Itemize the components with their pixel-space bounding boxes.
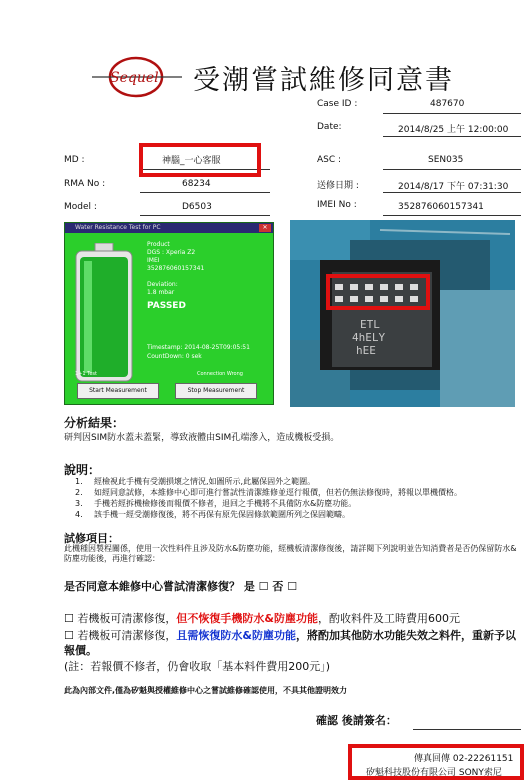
window-title: Water Resistance Test for PC <box>65 223 273 233</box>
stop-measurement-button[interactable]: Stop Measurement <box>175 383 257 399</box>
connection-checkbox[interactable]: Connection Wrong <box>197 371 243 377</box>
deviation-label: Deviation: <box>147 281 178 288</box>
note-item: 3. 手機若經拆機檢修後而報價不修者，退回之手機將不具備防水&防塵功能。 <box>75 499 357 508</box>
footer-company: 矽魁科技股份有限公司 SONY索尼 <box>366 768 502 778</box>
option-2[interactable]: ☐ 若機板可清潔修復，且需恢復防水&防塵功能，將酌加其他防水功能失效之料件，重新予以報價。 <box>64 629 516 657</box>
document-title: 受潮嘗試維修同意書 <box>193 65 454 96</box>
agree-yes-checkbox[interactable]: 是 ☐ <box>243 580 269 593</box>
start-measurement-button[interactable]: Start Measurement <box>77 383 159 399</box>
notes-list <box>75 476 525 520</box>
timestamp: Timestamp: 2014-08-25T09:05:51 <box>147 344 250 351</box>
imei-value: 352876060157341 <box>398 202 484 212</box>
analysis-heading: 分析結果： <box>64 416 125 430</box>
analysis-text: 研判因SIM防水蓋未蓋緊，導致液體由SIM孔端滲入，造成機板受損。 <box>64 433 340 443</box>
signature-label: 確認 後請簽名： <box>316 714 397 727</box>
notes-heading: 說明： <box>64 463 101 477</box>
case-id-value: 487670 <box>430 99 465 109</box>
repair-date-label: 送修日期 : <box>317 181 359 191</box>
agree-no-checkbox[interactable]: 否 ☐ <box>272 580 298 593</box>
md-label: MD : <box>64 155 85 165</box>
option-note: (註：若報價不修者，仍會收取「基本料件費用200元」) <box>64 660 331 673</box>
water-test-window <box>64 222 274 405</box>
countdown: CountDown: 0 sek <box>147 353 202 360</box>
pcb-illustration <box>290 220 515 407</box>
rma-value: 68234 <box>182 179 211 189</box>
chip-text-3: hEE <box>356 344 376 357</box>
product-label: Product <box>147 241 170 248</box>
date-label: Date: <box>317 122 342 132</box>
repair-date-value: 2014/8/17 下午 07:31:30 <box>398 182 509 192</box>
product-line-3: 352876060157341 <box>147 265 205 272</box>
chip-text-1: ETL <box>360 318 380 331</box>
asc-value: SEN035 <box>428 155 464 165</box>
repair-items-text: 此機種因製程關係，使用一次性料件且涉及防水&防塵功能，經機板清潔修復後，請詳閱下列說明並告知消費者是否仍保留防水&防塵功能後，再進行確認： <box>64 544 517 563</box>
chip-text-2: 4hELY <box>352 331 386 344</box>
option-1[interactable]: ☐ 若機板可清潔修復，但不恢復手機防水&防塵功能，酌收料件及工時費用600元 <box>64 612 460 625</box>
battery-icon <box>75 243 133 383</box>
md-highlight-box <box>139 143 261 177</box>
pcb-photo <box>290 220 515 407</box>
sequel-logo <box>90 55 185 100</box>
model-label: Model : <box>64 202 97 212</box>
product-line-1: DGS : Xperia Z2 <box>147 249 196 256</box>
logo-text: Sequel <box>110 70 159 86</box>
model-value: D6503 <box>182 202 212 212</box>
note-item: 2. 如經同意試修，本維修中心即可進行嘗試性清潔維修並逕行報價，但若仍無法修復時，將報以單機價格。 <box>75 488 462 497</box>
window-close-icon: ✕ <box>259 224 271 232</box>
date-value: 2014/8/25 上午 12:00:00 <box>398 125 509 135</box>
note-item: 4. 該手機一經受潮修復後，將不再保有原先保固條款範圍所列之保固範疇。 <box>75 510 350 519</box>
asc-label: ASC : <box>317 155 342 165</box>
note-item: 1. 經檢視此手機有受潮損壞之情況,如圖所示,此屬保固外之範圍。 <box>75 477 316 486</box>
test-label: 1+1 Test <box>75 371 97 377</box>
case-id-label: Case ID : <box>317 99 358 109</box>
md-value: 神腦_一心客服 <box>162 156 221 166</box>
imei-label: IMEI No : <box>317 200 357 210</box>
product-line-2: IMEI <box>147 257 160 264</box>
test-result: PASSED <box>147 301 186 311</box>
repair-items-heading: 試修項目： <box>64 532 119 545</box>
footer-fax: 傳真回傳 02-22261151 <box>414 754 514 764</box>
agree-question: 是否同意本維修中心嘗試清潔修復？ 是 ☐ 否 ☐ <box>64 580 298 593</box>
deviation-value: 1.8 mbar <box>147 289 175 296</box>
rma-label: RMA No : <box>64 179 106 189</box>
internal-note: 此為內部文件,僅為矽魁與授權維修中心之嘗試維修確認使用，不具其他證明效力 <box>64 686 348 695</box>
